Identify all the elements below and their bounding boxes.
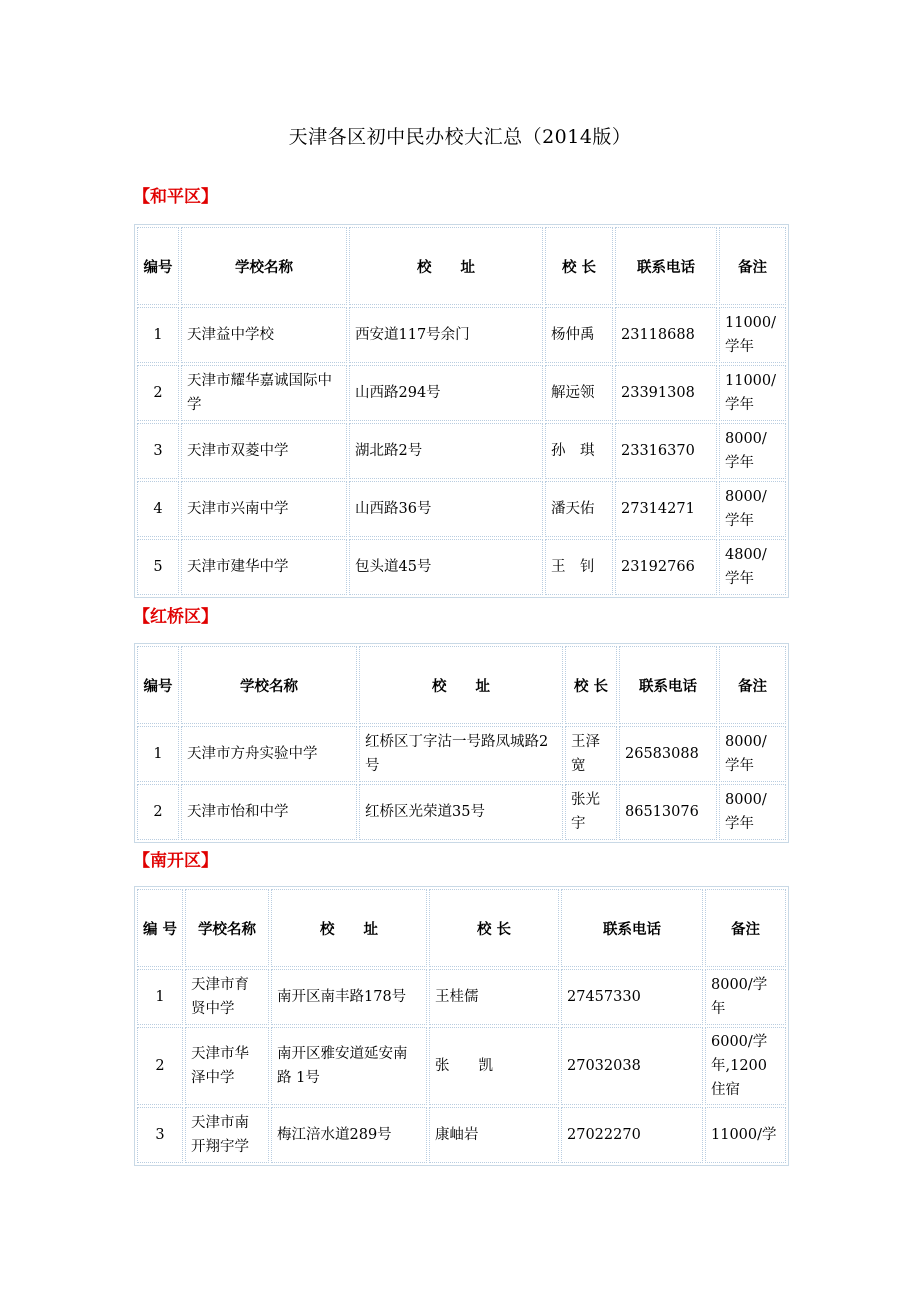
- col-header-phone: 联系电话: [561, 889, 703, 967]
- cell-address: 包头道45号: [349, 539, 543, 595]
- col-header-address: 校 址: [349, 227, 543, 305]
- col-header-principal: 校 长: [565, 646, 617, 724]
- col-header-note: 备注: [719, 646, 786, 724]
- cell-no: 1: [137, 307, 179, 363]
- cell-note: 11000/学: [705, 1107, 786, 1163]
- cell-no: 1: [137, 726, 179, 782]
- table-row: [137, 784, 786, 840]
- cell-school-name: 天津市华泽中学: [185, 1027, 269, 1105]
- table-row: [137, 726, 786, 782]
- col-header-name: 学校名称: [185, 889, 269, 967]
- cell-no: 3: [137, 423, 179, 479]
- cell-school-name: 天津市南开翔宇学: [185, 1107, 269, 1163]
- section-heping-title: 【和平区】: [133, 187, 218, 207]
- cell-no: 2: [137, 365, 179, 421]
- col-header-no: 编 号: [137, 889, 183, 967]
- cell-address: 红桥区丁字沽一号路凤城路2号: [359, 726, 563, 782]
- cell-phone: 27022270: [561, 1107, 703, 1163]
- cell-no: 5: [137, 539, 179, 595]
- cell-school-name: 天津益中学校: [181, 307, 347, 363]
- cell-school-name: 天津市耀华嘉诚国际中学: [181, 365, 347, 421]
- table-row: [137, 481, 786, 537]
- cell-principal: 张光宇: [565, 784, 617, 840]
- table-row: [137, 1027, 786, 1105]
- cell-principal: 杨仲禹: [545, 307, 613, 363]
- table-hongqiao: [134, 643, 789, 843]
- page-title: 天津各区初中民办校大汇总（2014版）: [288, 126, 632, 148]
- table-row: [137, 365, 786, 421]
- cell-principal: 王桂儒: [429, 969, 559, 1025]
- table-row: [137, 423, 786, 479]
- col-header-name: 学校名称: [181, 227, 347, 305]
- cell-principal: 潘天佑: [545, 481, 613, 537]
- col-header-note: 备注: [705, 889, 786, 967]
- table-row: [137, 307, 786, 363]
- cell-principal: 孙 琪: [545, 423, 613, 479]
- cell-address: 南开区南丰路178号: [271, 969, 427, 1025]
- section-nankai-title: 【南开区】: [133, 851, 218, 871]
- cell-note: 8000/学年: [719, 481, 786, 537]
- cell-address: 南开区雅安道延安南路 1号: [271, 1027, 427, 1105]
- table-heping: [134, 224, 789, 598]
- col-header-note: 备注: [719, 227, 786, 305]
- cell-principal: 王泽宽: [565, 726, 617, 782]
- cell-principal: 康岫岩: [429, 1107, 559, 1163]
- cell-phone: 23316370: [615, 423, 717, 479]
- cell-address: 红桥区光荣道35号: [359, 784, 563, 840]
- col-header-no: 编号: [137, 646, 179, 724]
- col-header-phone: 联系电话: [615, 227, 717, 305]
- cell-school-name: 天津市双菱中学: [181, 423, 347, 479]
- cell-no: 4: [137, 481, 179, 537]
- table-row: [137, 1107, 786, 1163]
- col-header-address: 校 址: [271, 889, 427, 967]
- cell-principal: 张 凯: [429, 1027, 559, 1105]
- cell-phone: 26583088: [619, 726, 717, 782]
- col-header-no: 编号: [137, 227, 179, 305]
- cell-school-name: 天津市兴南中学: [181, 481, 347, 537]
- cell-school-name: 天津市育贤中学: [185, 969, 269, 1025]
- col-header-principal: 校 长: [429, 889, 559, 967]
- col-header-name: 学校名称: [181, 646, 357, 724]
- cell-address: 西安道117号余门: [349, 307, 543, 363]
- cell-note: 8000/学年: [719, 726, 786, 782]
- table-header-row: [137, 227, 786, 305]
- cell-principal: 解远领: [545, 365, 613, 421]
- cell-no: 2: [137, 784, 179, 840]
- col-header-phone: 联系电话: [619, 646, 717, 724]
- col-header-principal: 校 长: [545, 227, 613, 305]
- cell-school-name: 天津市怡和中学: [181, 784, 357, 840]
- cell-phone: 23118688: [615, 307, 717, 363]
- cell-note: 8000/学年: [705, 969, 786, 1025]
- cell-phone: 27457330: [561, 969, 703, 1025]
- cell-address: 山西路294号: [349, 365, 543, 421]
- cell-phone: 86513076: [619, 784, 717, 840]
- col-header-address: 校 址: [359, 646, 563, 724]
- cell-phone: 23192766: [615, 539, 717, 595]
- section-hongqiao-title: 【红桥区】: [133, 607, 218, 627]
- cell-phone: 23391308: [615, 365, 717, 421]
- cell-no: 3: [137, 1107, 183, 1163]
- cell-address: 湖北路2号: [349, 423, 543, 479]
- cell-no: 1: [137, 969, 183, 1025]
- table-nankai: [134, 886, 789, 1166]
- table-row: [137, 539, 786, 595]
- cell-note: 11000/学年: [719, 307, 786, 363]
- cell-no: 2: [137, 1027, 183, 1105]
- table-header-row: [137, 889, 786, 967]
- cell-address: 梅江涪水道289号: [271, 1107, 427, 1163]
- cell-note: 8000/学年: [719, 423, 786, 479]
- cell-note: 4800/学年: [719, 539, 786, 595]
- cell-note: 11000/学年: [719, 365, 786, 421]
- cell-phone: 27032038: [561, 1027, 703, 1105]
- cell-note: 6000/学年,1200住宿: [705, 1027, 786, 1105]
- cell-note: 8000/学年: [719, 784, 786, 840]
- cell-school-name: 天津市方舟实验中学: [181, 726, 357, 782]
- cell-phone: 27314271: [615, 481, 717, 537]
- table-row: [137, 969, 786, 1025]
- cell-principal: 王 钊: [545, 539, 613, 595]
- table-header-row: [137, 646, 786, 724]
- cell-address: 山西路36号: [349, 481, 543, 537]
- cell-school-name: 天津市建华中学: [181, 539, 347, 595]
